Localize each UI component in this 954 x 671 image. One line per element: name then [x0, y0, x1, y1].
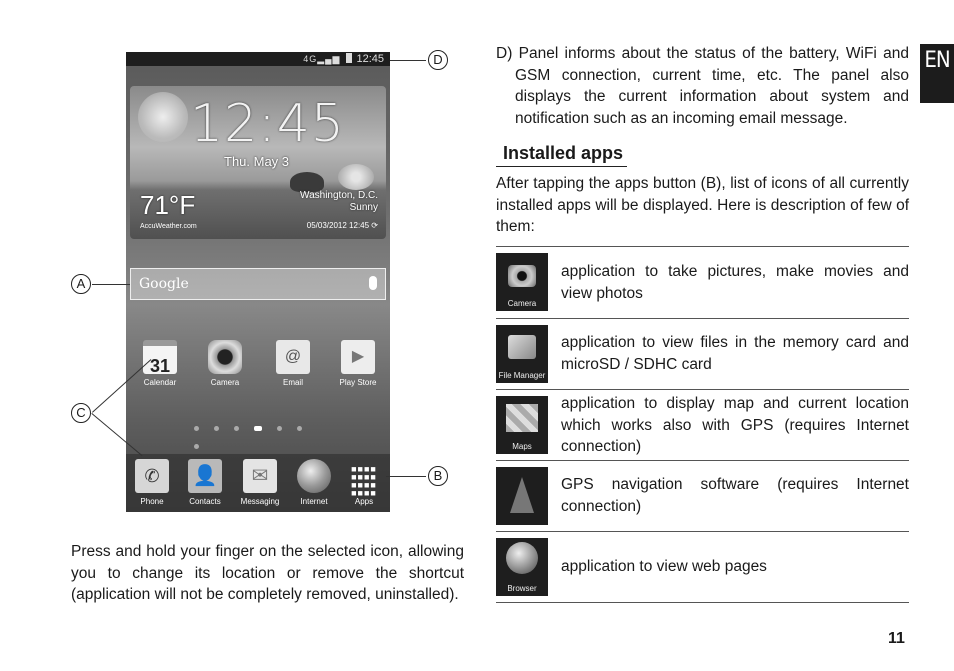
widget-date: Thu. May 3: [224, 154, 290, 169]
callout-line-d: [390, 60, 426, 61]
widget-timestamp-text: 05/03/2012 12:45: [306, 221, 370, 230]
press-hold-paragraph: Press and hold your finger on the selected icon, allowing you to change its location or remove the shortcut (application will not be completely removed, uninstalled).: [71, 543, 464, 603]
dock-messaging: [235, 459, 285, 506]
app-name: Browser: [507, 584, 537, 593]
app-label: Apps: [354, 497, 374, 506]
weather-clock-widget: [130, 86, 386, 239]
app-label: Play Store: [339, 378, 377, 387]
file-manager-icon: [496, 325, 548, 383]
app-label: Internet: [300, 497, 328, 506]
app-camera: [200, 340, 250, 387]
google-search-bar: [130, 268, 386, 300]
calendar-icon: 31: [143, 340, 177, 374]
app-label: Phone: [140, 497, 164, 506]
cloud-icon: [338, 164, 374, 190]
page-dot: [194, 444, 199, 449]
app-label: Email: [282, 378, 303, 387]
play-store-icon: ▶: [341, 340, 375, 374]
page-number: 11: [888, 630, 905, 647]
email-icon: @: [276, 340, 310, 374]
page-dot: [277, 426, 282, 431]
app-label: Contacts: [189, 497, 221, 506]
navigation-arrow-icon: [496, 467, 548, 525]
signal-icon: 4G▂▄▆: [303, 54, 341, 64]
dock-phone: [127, 459, 177, 506]
app-name: Camera: [507, 299, 537, 308]
phone-screenshot: [126, 52, 390, 512]
status-time: 12:45: [356, 53, 384, 65]
app-description: application to view web pages: [561, 558, 767, 575]
app-description: application to display map and current location which works also with GPS (requires Internet connection): [561, 395, 909, 455]
page-dot-active: [254, 426, 262, 431]
browser-globe-icon: [496, 538, 548, 596]
page-indicator: [194, 418, 324, 426]
table-row: [496, 532, 909, 603]
app-label: Camera: [210, 378, 240, 387]
table-row: [496, 461, 909, 532]
search-logo-text: Google: [139, 276, 189, 292]
page-dot: [297, 426, 302, 431]
callout-line-a: [92, 284, 130, 285]
dock-contacts: [180, 459, 230, 506]
installed-apps-intro: After tapping the apps button (B), list of icons of all currently installed apps will be displayed. Here is description of few of them:: [496, 175, 909, 235]
callout-d: D: [428, 50, 448, 70]
page-dot: [194, 426, 199, 431]
globe-icon: [297, 459, 331, 493]
language-tab: EN: [920, 44, 954, 103]
app-name: File Manager: [498, 371, 546, 380]
app-description: GPS navigation software (requires Internet connection): [561, 476, 909, 515]
app-description-table: [496, 246, 909, 603]
callout-c: C: [71, 403, 91, 423]
app-label: Calendar: [143, 378, 177, 387]
widget-location: [300, 190, 378, 214]
callout-b: B: [428, 466, 448, 486]
camera-icon: [496, 253, 548, 311]
tree-image: [290, 172, 324, 192]
panel-d-description: D) Panel informs about the status of the battery, WiFi and GSM connection, current time, etc. The panel also displays the current information about system and notification such as an incoming email message.: [496, 45, 909, 127]
battery-icon: [346, 53, 352, 63]
maps-icon: [496, 396, 548, 454]
microphone-icon: [369, 276, 377, 290]
app-description: application to view files in the memory card and microSD / SDHC card: [561, 334, 909, 373]
page-dot: [214, 426, 219, 431]
widget-condition: Sunny: [349, 202, 378, 213]
dock-internet: [289, 459, 339, 506]
table-row: [496, 390, 909, 461]
app-label: Messaging: [240, 497, 280, 506]
table-row: [496, 319, 909, 390]
app-play-store: [333, 340, 383, 387]
apps-grid-icon: ■■■■ ■■■■ ■■■■ ■■■■: [351, 464, 377, 498]
table-row: [496, 247, 909, 319]
app-name: Maps: [512, 442, 532, 451]
sun-image: [138, 92, 188, 142]
phone-icon: ✆: [135, 459, 169, 493]
widget-temperature: 71°F: [140, 190, 196, 220]
page-dot: [234, 426, 239, 431]
contacts-icon: 👤: [188, 459, 222, 493]
callout-a: A: [71, 274, 91, 294]
messaging-icon: ✉: [243, 459, 277, 493]
refresh-icon: ⟳: [371, 221, 378, 230]
widget-brand: AccuWeather.com: [140, 223, 197, 230]
widget-timestamp: [307, 221, 378, 230]
status-bar: [126, 52, 390, 66]
callout-line-b: [386, 476, 426, 477]
section-heading: Installed apps: [496, 143, 627, 167]
app-calendar: [135, 340, 185, 387]
app-description: application to take pictures, make movies and view photos: [561, 263, 909, 302]
app-email: [268, 340, 318, 387]
widget-time: 12:45: [190, 94, 345, 154]
dock-apps: [339, 459, 389, 506]
camera-icon: [208, 340, 242, 374]
widget-city: Washington, D.C.: [300, 190, 378, 201]
